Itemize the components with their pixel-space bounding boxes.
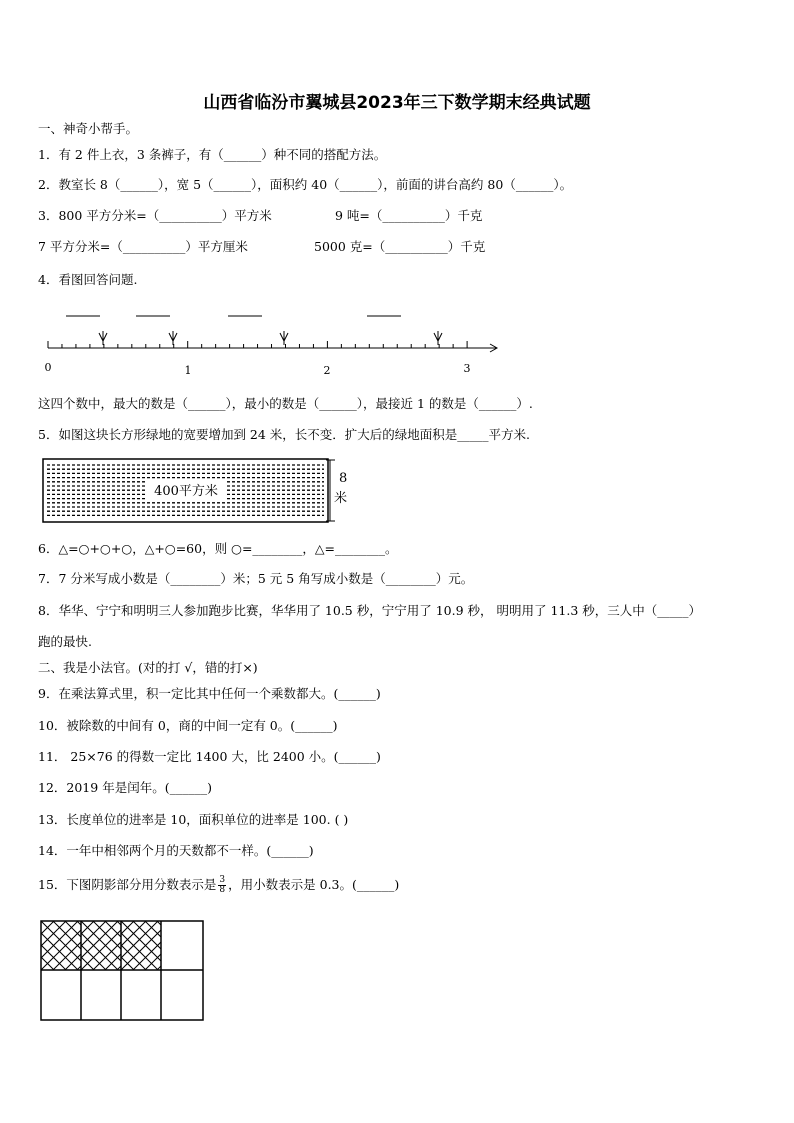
area-label: 400平方米 — [154, 484, 218, 499]
question-4-answers: 这四个数中，最大的数是（______），最小的数是（______），最接近 1 的数是（______）. — [38, 396, 533, 411]
question-1: 1．有 2 件上衣，3 条裤子，有（______）种不同的搭配方法。 — [38, 147, 387, 162]
question-4: 4．看图回答问题. — [38, 272, 138, 287]
number-line-label-0: 0 — [44, 361, 52, 374]
question-3b: 9 吨=（__________）千克 — [335, 208, 483, 223]
question-3a: 3．800 平方分米=（__________）平方米 — [38, 208, 272, 223]
question-9: 9．在乘法算式里，积一定比其中任何一个乘数都大。(______) — [38, 686, 381, 701]
section-1-heading: 一、神奇小帮手。 — [38, 121, 139, 136]
number-line-label-1: 1 — [184, 364, 192, 377]
question-2: 2．教室长 8（______），宽 5（______），面积约 40（______），前面的讲台高约 80（______）。 — [38, 177, 573, 192]
question-12: 12．2019 年是闰年。(______) — [38, 780, 212, 795]
number-line-label-3: 3 — [463, 362, 471, 375]
question-5: 5．如图这块长方形绿地的宽要增加到 24 米，长不变．扩大后的绿地面积是_____平方米. — [38, 427, 531, 442]
page-title: 山西省临汾市翼城县2023年三下数学期末经典试题 — [203, 93, 591, 113]
section-2-heading: 二、我是小法官。(对的打 √，错的打×) — [38, 660, 258, 675]
fraction-denominator: 8 — [219, 885, 226, 895]
shaded-cell — [0, 921, 150, 970]
question-11: 11． 25×76 的得数一定比 1400 大，比 2400 小。(______) — [38, 749, 381, 764]
width-number: 8 — [339, 471, 348, 486]
question-8-continued: 跑的最快. — [38, 634, 92, 649]
question-3c: 7 平方分米=（__________）平方厘米 — [38, 239, 248, 254]
grid-lines — [41, 921, 203, 1020]
question-7: 7．7 分米写成小数是（________）米；5 元 5 角写成小数是（________）元。 — [38, 571, 474, 586]
shaded-cells-hatching — [0, 921, 230, 970]
question-6: 6．△=○+○+○，△+○=60，则 ○=________，△=________。 — [38, 541, 398, 556]
question-10: 10．被除数的中间有 0，商的中间一定有 0。(______) — [38, 718, 338, 733]
question-14: 14．一年中相邻两个月的天数都不一样。(______) — [38, 843, 314, 858]
fraction-numerator: 3 — [219, 875, 226, 885]
width-unit: 米 — [334, 491, 348, 506]
question-13: 13．长度单位的进率是 10，面积单位的进率是 100. ( ) — [38, 812, 349, 827]
number-line-label-2: 2 — [323, 364, 331, 377]
question-15-prefix: 15．下图阴影部分用分数表示是 — [38, 877, 217, 892]
question-8: 8．华华、宁宁和明明三人参加跑步比赛，华华用了 10.5 秒，宁宁用了 10.9 秒， 明明用了 11.3 秒，三人中（_____） — [38, 603, 702, 618]
question-3d: 5000 克=（__________）千克 — [314, 239, 486, 254]
question-15-suffix: ，用小数表示是 0.3。(______) — [228, 877, 400, 892]
